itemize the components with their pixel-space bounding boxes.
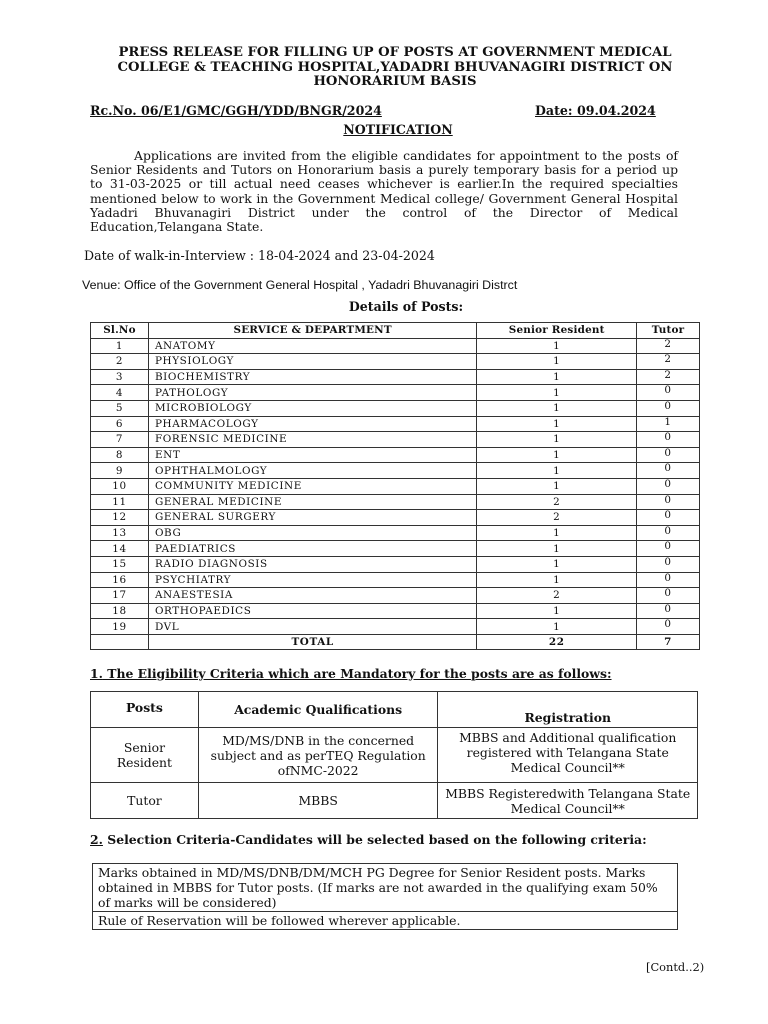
row-department: BIOCHEMISTRY: [148, 369, 476, 385]
row-tutor: 0: [637, 385, 700, 401]
reference-number: Rc.No. 06/E1/GMC/GGH/YDD/BNGR/2024: [90, 103, 382, 118]
row-tutor: 1: [637, 416, 700, 432]
posts-row: [91, 416, 700, 432]
row-senior-resident: 1: [477, 385, 637, 401]
notification-heading: NOTIFICATION: [343, 122, 453, 137]
col-academic-qualifications: Academic Qualifications: [198, 692, 438, 728]
col-senior-resident: Senior Resident: [477, 323, 637, 339]
posts-row: [91, 463, 700, 479]
row-tutor: 0: [637, 541, 700, 557]
row-tutor: 0: [637, 463, 700, 479]
row-senior-resident: 1: [477, 556, 637, 572]
posts-row: [91, 478, 700, 494]
posts-header-row: [91, 323, 700, 339]
title-line-3: HONORARIUM BASIS: [313, 74, 477, 89]
row-senior-resident: 2: [477, 588, 637, 604]
row-department: FORENSIC MEDICINE: [148, 432, 476, 448]
row-sl-no: 8: [91, 447, 149, 463]
posts-row: [91, 603, 700, 619]
row-sl-no: 9: [91, 463, 149, 479]
posts-row: [91, 385, 700, 401]
row-sl-no: 5: [91, 400, 149, 416]
selection-number: 2.: [90, 832, 103, 847]
posts-heading: Details of Posts:: [348, 299, 464, 314]
posts-row: [91, 494, 700, 510]
total-label: TOTAL: [148, 634, 476, 650]
selection-criteria-table: [92, 863, 678, 930]
posts-row: [91, 400, 700, 416]
row-senior-resident: 1: [477, 432, 637, 448]
selection-criterion: [93, 864, 678, 912]
row-department: PAEDIATRICS: [148, 541, 476, 557]
walk-in-date: Date of walk-in-Interview : 18-04-2024 and 23-04-2024: [84, 248, 435, 263]
row-senior-resident: 1: [477, 338, 637, 354]
row-sl-no: 17: [91, 588, 149, 604]
selection-criterion: [93, 912, 678, 930]
criterion-marks: Marks obtained in MD/MS/DNB/DM/MCH PG Degree for Senior Resident posts. Marks obtained in MBBS for Tutor posts. (If marks are not awarded in the qualifying exam 50% of marks will be considered): [93, 864, 678, 912]
row-sl-no: 6: [91, 416, 149, 432]
col-registration: Registration: [438, 692, 698, 728]
eligibility-registration: MBBS and Additional qualification registered with Telangana State Medical Council**: [438, 728, 698, 783]
posts-row: [91, 369, 700, 385]
row-sl-no: 18: [91, 603, 149, 619]
row-department: OBG: [148, 525, 476, 541]
row-department: GENERAL MEDICINE: [148, 494, 476, 510]
row-senior-resident: 1: [477, 416, 637, 432]
selection-heading-text: Selection Criteria-Candidates will be selected based on the following criteria:: [102, 832, 647, 847]
col-sl-no: Sl.No: [91, 323, 149, 339]
row-tutor: 0: [637, 588, 700, 604]
posts-row: [91, 525, 700, 541]
row-sl-no: 3: [91, 369, 149, 385]
row-sl-no: 1: [91, 338, 149, 354]
eligibility-qualification: MD/MS/DNB in the concerned subject and as perTEQ Regulation ofNMC-2022: [198, 728, 438, 783]
eligibility-post: Senior Resident: [91, 728, 199, 783]
row-sl-no: 11: [91, 494, 149, 510]
row-department: COMMUNITY MEDICINE: [148, 478, 476, 494]
row-sl-no: 14: [91, 541, 149, 557]
eligibility-registration: MBBS Registeredwith Telangana State Medical Council**: [438, 783, 698, 819]
row-tutor: 0: [637, 400, 700, 416]
press-release-title: [100, 46, 690, 90]
total-tutor: 7: [637, 634, 700, 650]
row-tutor: 0: [637, 432, 700, 448]
row-department: MICROBIOLOGY: [148, 400, 476, 416]
posts-row: [91, 510, 700, 526]
continued-marker: [Contd..2): [646, 960, 705, 974]
row-tutor: 0: [637, 556, 700, 572]
posts-row: [91, 572, 700, 588]
row-tutor: 0: [637, 525, 700, 541]
row-department: PSYCHIATRY: [148, 572, 476, 588]
posts-table: [90, 322, 700, 650]
row-senior-resident: 1: [477, 619, 637, 635]
row-sl-no: 12: [91, 510, 149, 526]
row-department: ANAESTESIA: [148, 588, 476, 604]
eligibility-row-tutor: [91, 783, 698, 819]
title-line-2: COLLEGE & TEACHING HOSPITAL,YADADRI BHUVANAGIRI DISTRICT ON: [117, 59, 673, 75]
posts-body: [91, 338, 700, 634]
total-senior-resident: 22: [477, 634, 637, 650]
row-department: GENERAL SURGERY: [148, 510, 476, 526]
row-senior-resident: 1: [477, 354, 637, 370]
row-tutor: 0: [637, 447, 700, 463]
eligibility-row-senior-resident: [91, 728, 698, 783]
row-sl-no: 19: [91, 619, 149, 635]
row-tutor: 2: [637, 354, 700, 370]
row-senior-resident: 1: [477, 525, 637, 541]
row-tutor: 2: [637, 338, 700, 354]
row-sl-no: 10: [91, 478, 149, 494]
posts-row: [91, 556, 700, 572]
eligibility-heading: [90, 666, 612, 681]
row-department: ORTHOPAEDICS: [148, 603, 476, 619]
venue: Venue: Office of the Government General Hospital , Yadadri Bhuvanagiri Distrct: [82, 278, 518, 292]
posts-row: [91, 588, 700, 604]
posts-total-row: [91, 634, 700, 650]
posts-row: [91, 619, 700, 635]
row-tutor: 0: [637, 603, 700, 619]
row-sl-no: 16: [91, 572, 149, 588]
row-tutor: 2: [637, 369, 700, 385]
row-sl-no: 2: [91, 354, 149, 370]
row-tutor: 0: [637, 619, 700, 635]
row-senior-resident: 1: [477, 478, 637, 494]
posts-row: [91, 447, 700, 463]
row-senior-resident: 1: [477, 369, 637, 385]
eligibility-qualification: MBBS: [198, 783, 438, 819]
notification-date: Date: 09.04.2024: [535, 103, 656, 118]
row-senior-resident: 1: [477, 400, 637, 416]
row-tutor: 0: [637, 572, 700, 588]
selection-heading: [90, 832, 647, 847]
row-department: PHARMACOLOGY: [148, 416, 476, 432]
row-department: DVL: [148, 619, 476, 635]
row-department: PHYSIOLOGY: [148, 354, 476, 370]
eligibility-number: 1.: [90, 666, 103, 681]
row-senior-resident: 2: [477, 494, 637, 510]
row-tutor: 0: [637, 494, 700, 510]
row-senior-resident: 1: [477, 572, 637, 588]
posts-row: [91, 338, 700, 354]
row-department: ENT: [148, 447, 476, 463]
posts-row: [91, 432, 700, 448]
eligibility-header-row: [91, 692, 698, 728]
row-department: OPHTHALMOLOGY: [148, 463, 476, 479]
criterion-reservation: Rule of Reservation will be followed wherever applicable.: [93, 912, 678, 930]
total-empty-cell: [91, 634, 149, 650]
col-tutor: Tutor: [637, 323, 700, 339]
row-sl-no: 15: [91, 556, 149, 572]
row-senior-resident: 1: [477, 463, 637, 479]
intro-paragraph: Applications are invited from the eligible candidates for appointment to the posts of Senior Residents and Tutors on Honorarium basis a purely temporary basis for a period up to 31-03-2025 or till actual need ceases whichever is earlier.In the required specialties mentioned below to work in the Government Medical college/ Government General Hospital Yadadri Bhuvanagiri District under the control of the Director of Medical Education,Telangana State.: [90, 148, 678, 235]
col-department: SERVICE & DEPARTMENT: [148, 323, 476, 339]
col-posts: Posts: [91, 692, 199, 728]
row-sl-no: 13: [91, 525, 149, 541]
eligibility-post: Tutor: [91, 783, 199, 819]
row-department: ANATOMY: [148, 338, 476, 354]
row-tutor: 0: [637, 478, 700, 494]
row-sl-no: 4: [91, 385, 149, 401]
row-tutor: 0: [637, 510, 700, 526]
posts-row: [91, 541, 700, 557]
row-senior-resident: 1: [477, 603, 637, 619]
row-senior-resident: 1: [477, 447, 637, 463]
row-senior-resident: 2: [477, 510, 637, 526]
row-department: PATHOLOGY: [148, 385, 476, 401]
row-department: RADIO DIAGNOSIS: [148, 556, 476, 572]
title-line-1: PRESS RELEASE FOR FILLING UP OF POSTS AT GOVERNMENT MEDICAL: [118, 45, 672, 60]
posts-row: [91, 354, 700, 370]
row-sl-no: 7: [91, 432, 149, 448]
eligibility-heading-text: The Eligibility Criteria which are Mandatory for the posts are as follows:: [102, 666, 612, 681]
row-senior-resident: 1: [477, 541, 637, 557]
eligibility-table: [90, 691, 698, 819]
